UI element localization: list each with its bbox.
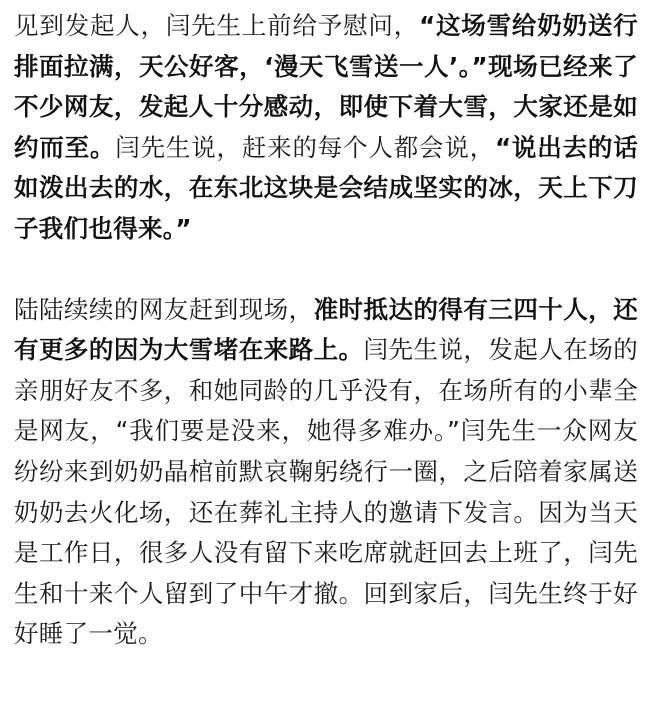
text-segment: 陆陆续续的网友赶到现场， xyxy=(14,294,314,324)
paragraph-2 xyxy=(14,290,638,655)
bold-text-segment: 准时抵达的得有三四十人，还有更多的因为大雪堵在来路上。 xyxy=(14,294,638,365)
text-segment: 见到发起人，闫先生上前给予慰问， xyxy=(14,11,420,40)
bold-text-segment: “说出去的话如泼出去的水，在东北这块是会结成坚实的冰，天上下刀子我们也得来。” xyxy=(14,132,638,243)
bold-text-segment: “这场雪给奶奶送行排面拉满，天公好客，‘漫天飞雪送一人’。”现场已经来了不少网友，发起人十分感动，即使下着大雪，大家还是如约而至。 xyxy=(14,11,638,162)
text-segment: 闫先生说，发起人在场的亲朋好友不多，和她同龄的几乎没有，在场所有的小辈全是网友，“我们要是没来，她得多难办。”闫先生一众网友纷纷来到奶奶晶棺前默哀鞠躬绕行一圈，之后陪着家属送奶奶去火化场，还在葬礼主持人的邀请下发言。因为当天是工作日，很多人没有留下来吃席就赶回去上班了，闫先生和十来个人留到了中午才撤。回到家后，闫先生终于好好睡了一觉。 xyxy=(14,335,638,649)
text-segment: 闫先生说，赶来的每个人都会说， xyxy=(115,132,496,162)
paragraph-1 xyxy=(14,6,638,250)
